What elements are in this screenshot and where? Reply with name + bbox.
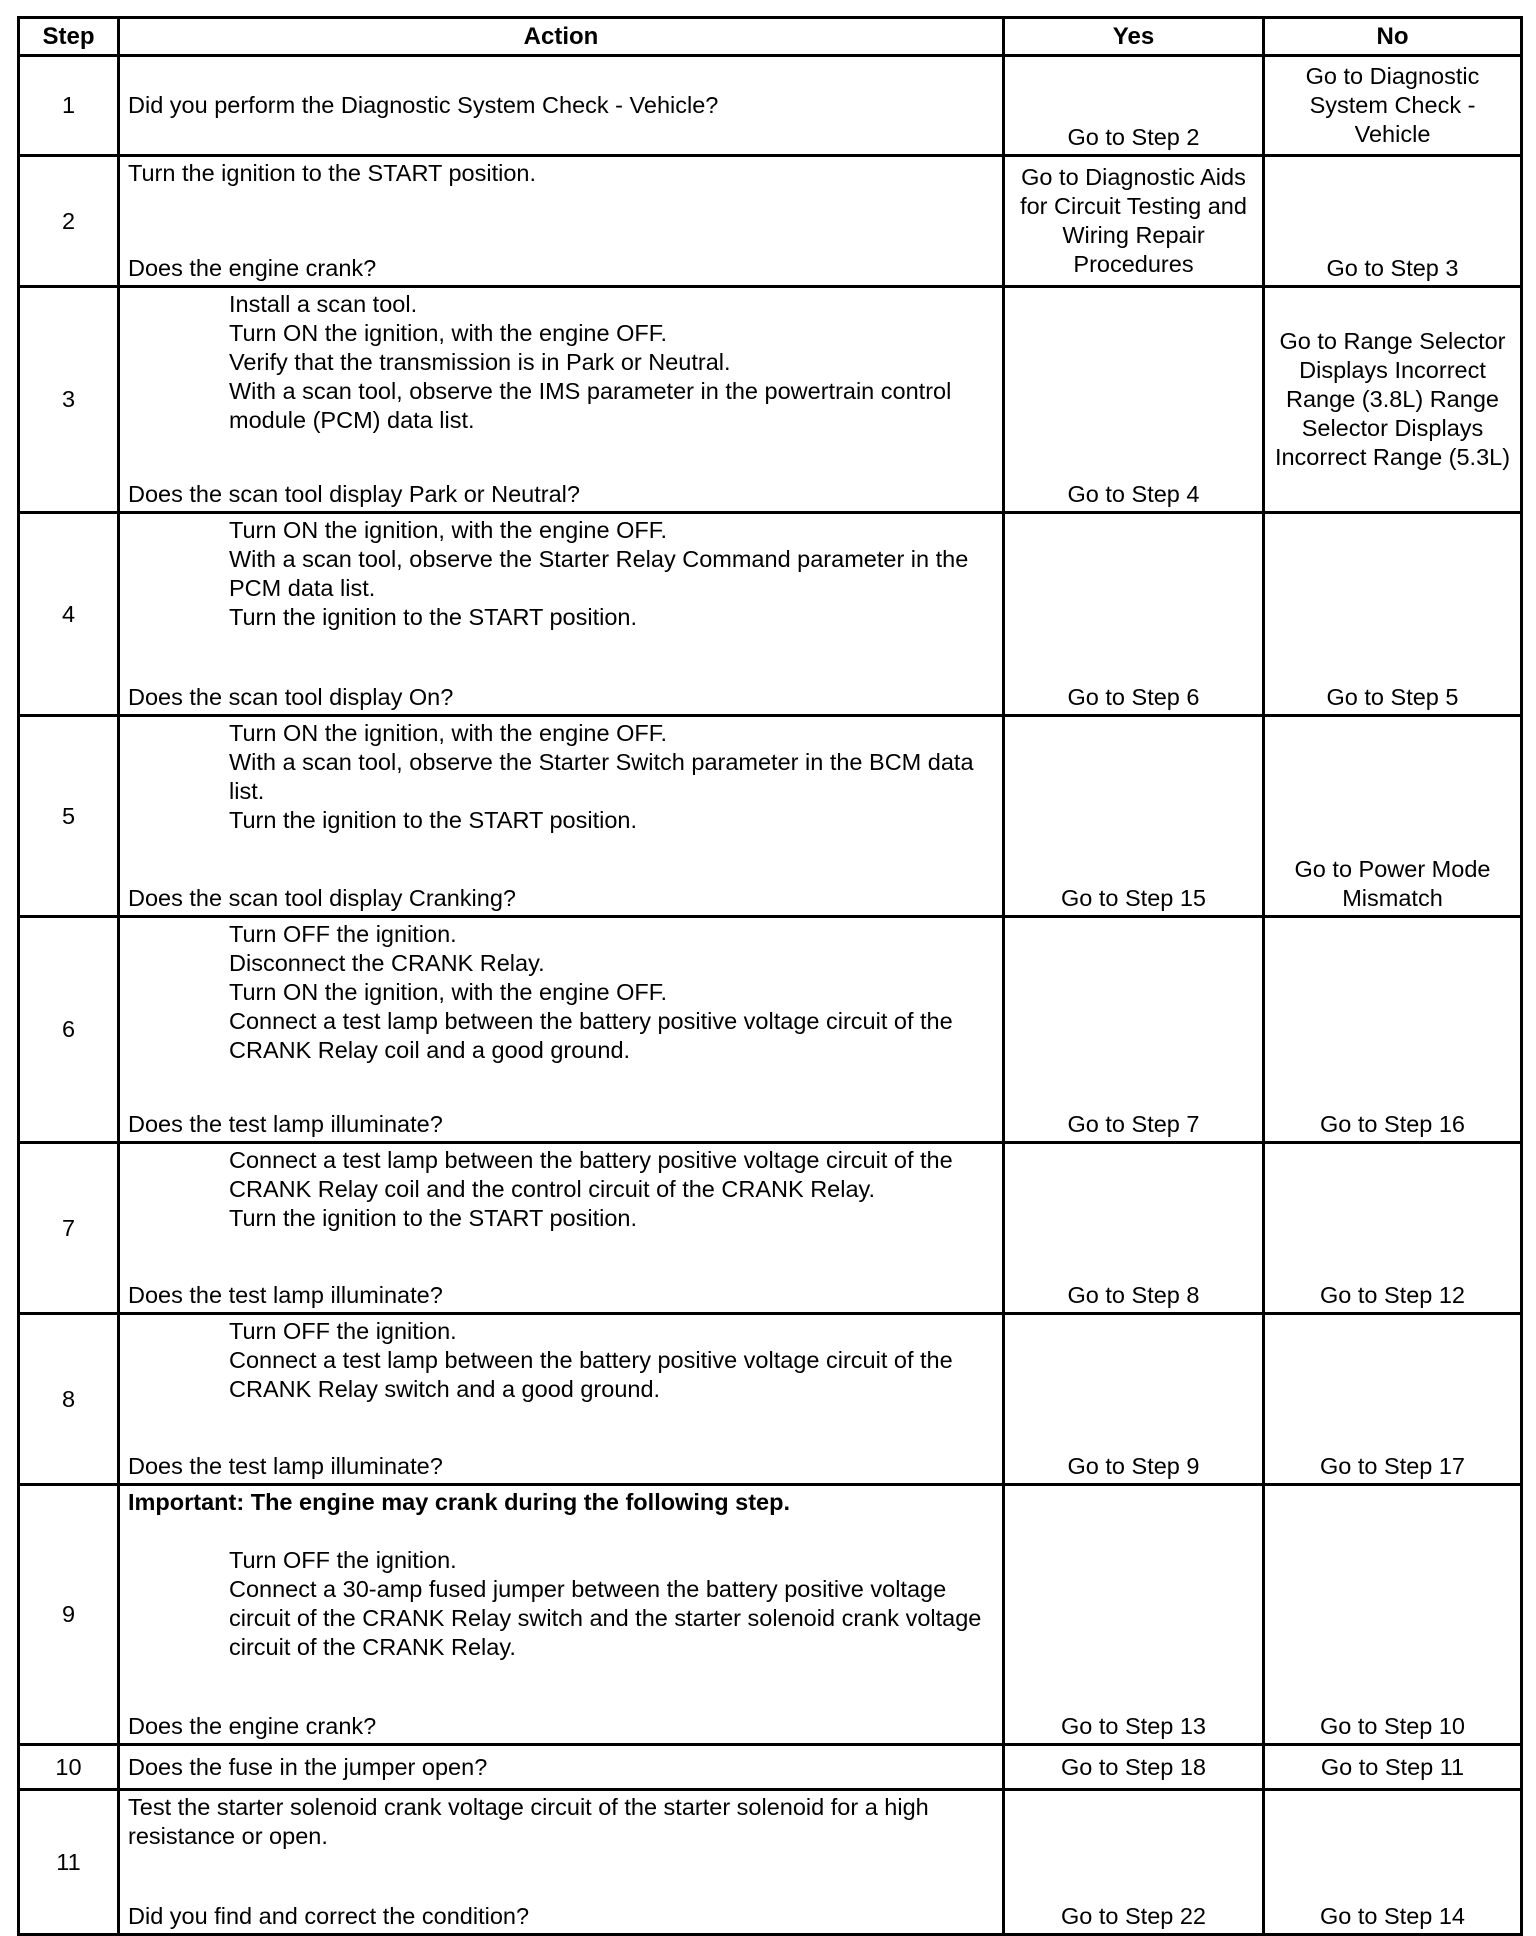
no-cell [1264, 56, 1522, 156]
step-number: 11 [19, 1790, 119, 1935]
step-number: 2 [19, 156, 119, 287]
action-cell [119, 156, 1004, 287]
action-question: Does the test lamp illuminate? [128, 1282, 443, 1308]
table-row [19, 156, 1522, 287]
action-body [128, 920, 996, 1065]
no-cell [1264, 1485, 1522, 1745]
action-question: Does the scan tool display Cranking? [128, 885, 516, 911]
no-cell [1264, 287, 1522, 513]
yes-target: Go to Step 6 [1067, 684, 1200, 710]
table-row [19, 716, 1522, 917]
instruction-line: Turn OFF the ignition. [229, 1547, 457, 1573]
step-number: 6 [19, 917, 119, 1143]
action-cell [119, 513, 1004, 716]
yes-target: Go to Step 4 [1067, 481, 1200, 507]
no-cell [1264, 1790, 1522, 1935]
no-target: Go to Diagnostic System Check - Vehicle [1305, 63, 1480, 147]
action-question: Does the engine crank? [128, 1713, 377, 1739]
yes-cell [1004, 1790, 1264, 1935]
no-target: Go to Step 5 [1326, 684, 1459, 710]
action-question: Does the scan tool display Park or Neutral? [128, 481, 580, 507]
instruction-line: Install a scan tool. [229, 291, 418, 317]
instruction-line: Turn the ignition to the START position. [229, 604, 637, 630]
action-body [128, 1793, 996, 1851]
yes-target: Go to Step 9 [1067, 1453, 1200, 1479]
yes-target: Go to Step 8 [1067, 1282, 1200, 1308]
no-cell [1264, 1314, 1522, 1485]
action-body [128, 1317, 996, 1404]
step-number: 9 [19, 1485, 119, 1745]
yes-cell [1004, 1314, 1264, 1485]
action-question: Did you find and correct the condition? [128, 1903, 530, 1929]
yes-cell [1004, 56, 1264, 156]
instruction-line: Turn OFF the ignition. [229, 921, 457, 947]
yes-target: Go to Step 22 [1060, 1903, 1207, 1929]
table-row [19, 917, 1522, 1143]
action-cell [119, 56, 1004, 156]
action-body [128, 159, 996, 188]
yes-target: Go to Step 2 [1067, 124, 1200, 150]
action-cell [119, 1790, 1004, 1935]
note-spacer [128, 1517, 996, 1546]
header-no: No [1264, 18, 1522, 56]
action-question: Does the engine crank? [128, 255, 377, 281]
action-question: Does the test lamp illuminate? [128, 1453, 443, 1479]
table-row [19, 1143, 1522, 1314]
action-question: Does the fuse in the jumper open? [128, 1753, 488, 1780]
instruction-line: Connect a 30-amp fused jumper between the battery positive voltage circuit of the CRANK Relay switch and the starter solenoid crank voltage circuit of the CRANK Relay. [229, 1576, 982, 1660]
no-cell [1264, 716, 1522, 917]
instruction-line: Turn ON the ignition, with the engine OFF. [229, 979, 668, 1005]
instruction-line: Connect a test lamp between the battery positive voltage circuit of the CRANK Relay switch and a good ground. [229, 1347, 953, 1402]
action-question: Does the scan tool display On? [128, 684, 454, 710]
step-number: 1 [19, 56, 119, 156]
yes-cell [1004, 287, 1264, 513]
instruction-line: Connect a test lamp between the battery positive voltage circuit of the CRANK Relay coil and a good ground. [229, 1008, 953, 1063]
table-row [19, 1485, 1522, 1745]
action-cell [119, 1485, 1004, 1745]
instruction-line: With a scan tool, observe the Starter Relay Command parameter in the PCM data list. [229, 546, 969, 601]
instruction-line: Turn ON the ignition, with the engine OFF. [229, 720, 668, 746]
yes-cell [1004, 1485, 1264, 1745]
step-number: 7 [19, 1143, 119, 1314]
instruction-line: Turn OFF the ignition. [229, 1318, 457, 1344]
action-cell [119, 287, 1004, 513]
yes-target: Go to Step 18 [1060, 1753, 1207, 1780]
step-number: 5 [19, 716, 119, 917]
action-body [128, 516, 996, 632]
action-body [128, 1146, 996, 1233]
instruction-line: Turn ON the ignition, with the engine OFF. [229, 320, 668, 346]
yes-target: Go to Diagnostic Aids for Circuit Testing and Wiring Repair Procedures [1020, 164, 1247, 277]
no-target: Go to Step 17 [1319, 1453, 1466, 1479]
header-step: Step [19, 18, 119, 56]
no-cell [1264, 513, 1522, 716]
no-cell [1264, 917, 1522, 1143]
yes-target: Go to Step 7 [1067, 1111, 1200, 1137]
no-cell [1264, 1745, 1522, 1790]
yes-cell [1004, 1745, 1264, 1790]
yes-cell [1004, 156, 1264, 287]
table-row [19, 1745, 1522, 1790]
important-note: Important: The engine may crank during the following step. [128, 1489, 790, 1515]
action-cell [119, 1143, 1004, 1314]
header-action: Action [119, 18, 1004, 56]
no-target: Go to Range Selector Displays Incorrect Range (3.8L) Range Selector Displays Incorrect Range (5.3L) [1274, 328, 1511, 470]
table-row [19, 1790, 1522, 1935]
yes-cell [1004, 917, 1264, 1143]
no-target: Go to Step 10 [1319, 1713, 1466, 1739]
table-row [19, 56, 1522, 156]
step-number: 10 [19, 1745, 119, 1790]
instruction-line: Verify that the transmission is in Park or Neutral. [229, 349, 731, 375]
action-cell [119, 917, 1004, 1143]
action-intro: Test the starter solenoid crank voltage circuit of the starter solenoid for a high resistance or open. [128, 1794, 929, 1849]
instruction-line: Turn the ignition to the START position. [229, 1205, 637, 1231]
table-row [19, 1314, 1522, 1485]
no-target: Go to Step 16 [1319, 1111, 1466, 1137]
yes-cell [1004, 716, 1264, 917]
action-question: Does the test lamp illuminate? [128, 1111, 443, 1137]
action-question: Did you perform the Diagnostic System Check - Vehicle? [128, 92, 719, 118]
step-number: 8 [19, 1314, 119, 1485]
diagnostic-table-sheet [17, 16, 1520, 1936]
instruction-line: Connect a test lamp between the battery positive voltage circuit of the CRANK Relay coil and the control circuit of the CRANK Relay. [229, 1147, 953, 1202]
action-cell [119, 1745, 1004, 1790]
action-intro: Turn the ignition to the START position. [128, 160, 536, 186]
no-cell [1264, 156, 1522, 287]
no-cell [1264, 1143, 1522, 1314]
no-target: Go to Step 14 [1319, 1903, 1466, 1929]
no-target: Go to Step 11 [1320, 1753, 1465, 1780]
action-body [128, 1488, 996, 1662]
no-target: Go to Power Mode Mismatch [1294, 856, 1491, 911]
action-body [128, 719, 996, 835]
action-cell [119, 716, 1004, 917]
yes-cell [1004, 1143, 1264, 1314]
yes-target: Go to Step 15 [1060, 885, 1207, 911]
action-cell [119, 1314, 1004, 1485]
step-number: 3 [19, 287, 119, 513]
action-body [128, 290, 996, 435]
instruction-line: With a scan tool, observe the Starter Switch parameter in the BCM data list. [229, 749, 974, 804]
table-row [19, 287, 1522, 513]
table-row [19, 513, 1522, 716]
yes-target: Go to Step 13 [1060, 1713, 1207, 1739]
instruction-line: Turn the ignition to the START position. [229, 807, 637, 833]
no-target: Go to Step 3 [1326, 255, 1459, 281]
header-row [19, 18, 1522, 56]
no-target: Go to Step 12 [1319, 1282, 1466, 1308]
header-yes: Yes [1004, 18, 1264, 56]
step-number: 4 [19, 513, 119, 716]
instruction-line: Disconnect the CRANK Relay. [229, 950, 545, 976]
diagnostic-steps-table [17, 16, 1523, 1936]
yes-cell [1004, 513, 1264, 716]
instruction-line: With a scan tool, observe the IMS parameter in the powertrain control module (PCM) data list. [229, 378, 952, 433]
instruction-line: Turn ON the ignition, with the engine OFF. [229, 517, 668, 543]
